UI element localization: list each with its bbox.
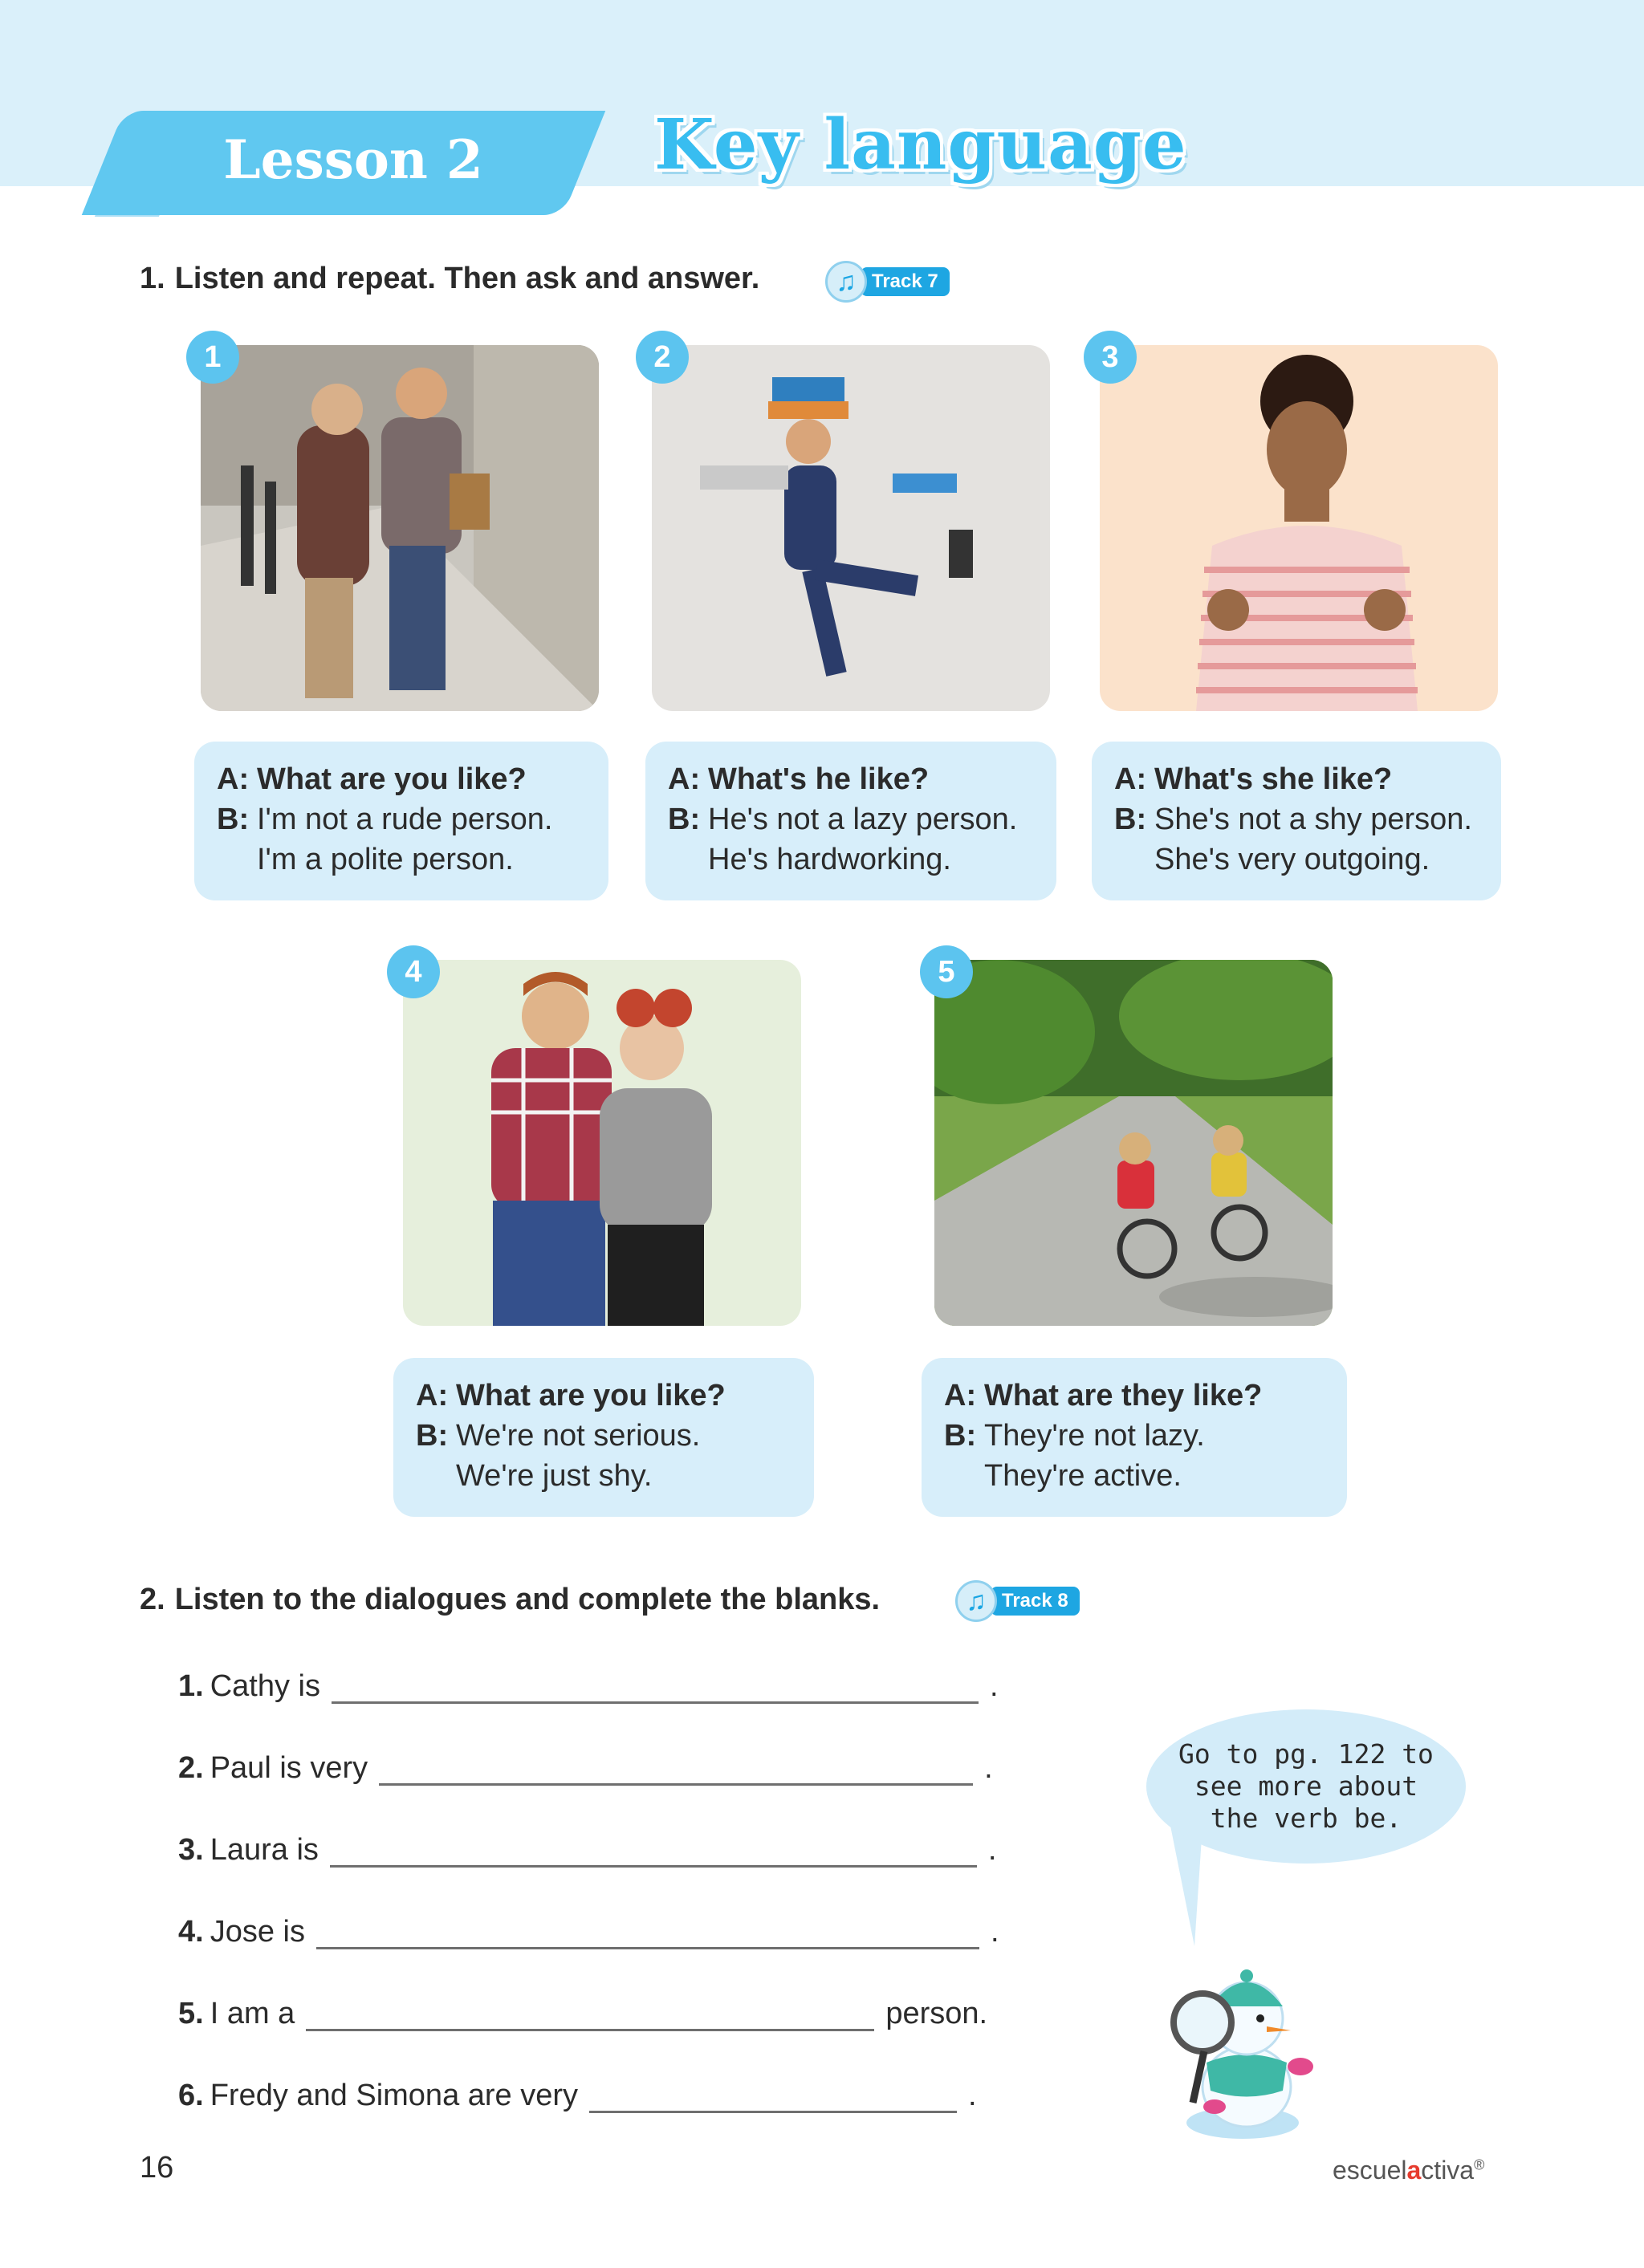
photo-outgoing-woman (1100, 345, 1498, 711)
sentence-number: 6. (178, 2079, 204, 2112)
photo-shy-couple (403, 960, 801, 1326)
music-note-icon: ♫ (955, 1580, 997, 1622)
exercise2-number: 2. (140, 1583, 165, 1616)
answer-blank[interactable] (306, 2004, 874, 2031)
track-label: Track 8 (991, 1587, 1080, 1616)
sentence-end: . (987, 1833, 997, 1867)
sentence-number: 3. (178, 1833, 204, 1867)
sentence-number: 2. (178, 1751, 204, 1785)
photo-kids-cycling (934, 960, 1333, 1326)
blank-sentence-2 (178, 1751, 993, 1786)
music-note-icon: ♫ (825, 261, 867, 303)
answer-blank[interactable] (332, 1677, 979, 1704)
brand-prefix: escuel (1333, 2156, 1407, 2185)
answer-blank[interactable] (589, 2086, 957, 2113)
tip-line-3: the verb be. (1210, 1803, 1402, 1834)
speaker-a: A: (944, 1379, 977, 1412)
sentence-end: . (989, 1669, 999, 1703)
dialog-question: What are you like? (456, 1379, 726, 1412)
sentence-end: person. (885, 1997, 988, 2030)
tip-line-2: see more about (1194, 1770, 1418, 1802)
snowman-detective-mascot-icon (1154, 1942, 1323, 2143)
speaker-b: B: (217, 803, 250, 836)
page-number: 16 (140, 2151, 174, 2185)
publisher-logo (1333, 2156, 1484, 2185)
photo-hardworking-man (652, 345, 1050, 711)
dialog-answer-line1: She's not a shy person. (1154, 803, 1472, 836)
exercise1-text: Listen and repeat. Then ask and answer. (174, 262, 760, 295)
page-title: Key language (654, 104, 1187, 185)
lesson-label: Lesson 2 (223, 128, 483, 191)
track7-audio-button[interactable] (825, 268, 950, 295)
dialog-answer-line1: He's not a lazy person. (708, 803, 1018, 836)
sentence-number: 5. (178, 1997, 204, 2030)
exercise2-instruction (140, 1583, 880, 1617)
exercise1-number: 1. (140, 262, 165, 295)
answer-blank[interactable] (330, 1840, 977, 1868)
dialog-question: What are they like? (984, 1379, 1263, 1412)
tip-bubble (1146, 1709, 1466, 1864)
sentence-end: . (990, 1915, 999, 1949)
speaker-b: B: (416, 1419, 449, 1453)
item-badge-1: 1 (186, 331, 239, 384)
speaker-b: B: (1114, 803, 1147, 836)
speaker-a: A: (217, 762, 250, 796)
sentence-number: 4. (178, 1915, 204, 1949)
speaker-a: A: (668, 762, 701, 796)
dialog-answer-line2: He's hardworking. (708, 843, 951, 876)
item-badge-4: 4 (387, 945, 440, 998)
dialog-box-1 (194, 742, 608, 900)
answer-blank[interactable] (316, 1922, 979, 1949)
photo-polite-person (201, 345, 599, 711)
dialog-answer-line2: They're active. (984, 1459, 1182, 1493)
dialog-box-2 (645, 742, 1056, 900)
blank-sentence-5 (178, 1997, 987, 2031)
blank-sentence-3 (178, 1833, 996, 1868)
dialog-answer-line1: I'm not a rude person. (257, 803, 553, 836)
blank-sentence-4 (178, 1915, 999, 1949)
dialog-box-3 (1092, 742, 1501, 900)
dialog-answer-line1: They're not lazy. (984, 1419, 1205, 1453)
sentence-text: I am a (210, 1997, 295, 2030)
sentence-text: Laura is (210, 1833, 319, 1867)
exercise2-text: Listen to the dialogues and complete the blanks. (174, 1583, 881, 1616)
item-badge-3: 3 (1084, 331, 1137, 384)
sentence-text: Cathy is (210, 1669, 320, 1703)
track-label: Track 7 (861, 267, 950, 296)
dialog-box-5 (922, 1358, 1347, 1517)
item-badge-2: 2 (636, 331, 689, 384)
dialog-question: What are you like? (257, 762, 527, 796)
dialog-answer-line1: We're not serious. (456, 1419, 701, 1453)
sentence-text: Fredy and Simona are very (210, 2079, 579, 2112)
brand-highlight: a (1406, 2156, 1422, 2185)
dialog-question: What's she like? (1154, 762, 1393, 796)
brand-suffix: ctiva (1421, 2156, 1475, 2185)
speaker-a: A: (416, 1379, 449, 1412)
answer-blank[interactable] (379, 1758, 973, 1786)
sentence-text: Jose is (210, 1915, 305, 1949)
track8-audio-button[interactable] (955, 1587, 1080, 1615)
sentence-end: . (984, 1751, 993, 1785)
blank-sentence-1 (178, 1669, 999, 1704)
registered-mark: ® (1474, 2156, 1485, 2173)
dialog-answer-line2: We're just shy. (456, 1459, 653, 1493)
speaker-a: A: (1114, 762, 1147, 796)
dialog-answer-line2: I'm a polite person. (257, 843, 514, 876)
dialog-box-4 (393, 1358, 814, 1517)
dialog-question: What's he like? (708, 762, 930, 796)
sentence-text: Paul is very (210, 1751, 368, 1785)
tip-line-1: Go to pg. 122 to (1178, 1738, 1434, 1770)
sentence-number: 1. (178, 1669, 204, 1703)
blank-sentence-6 (178, 2079, 977, 2113)
speaker-b: B: (944, 1419, 977, 1453)
item-badge-5: 5 (920, 945, 973, 998)
sentence-end: . (968, 2079, 977, 2112)
speaker-b: B: (668, 803, 701, 836)
exercise1-instruction (140, 262, 759, 296)
dialog-answer-line2: She's very outgoing. (1154, 843, 1430, 876)
